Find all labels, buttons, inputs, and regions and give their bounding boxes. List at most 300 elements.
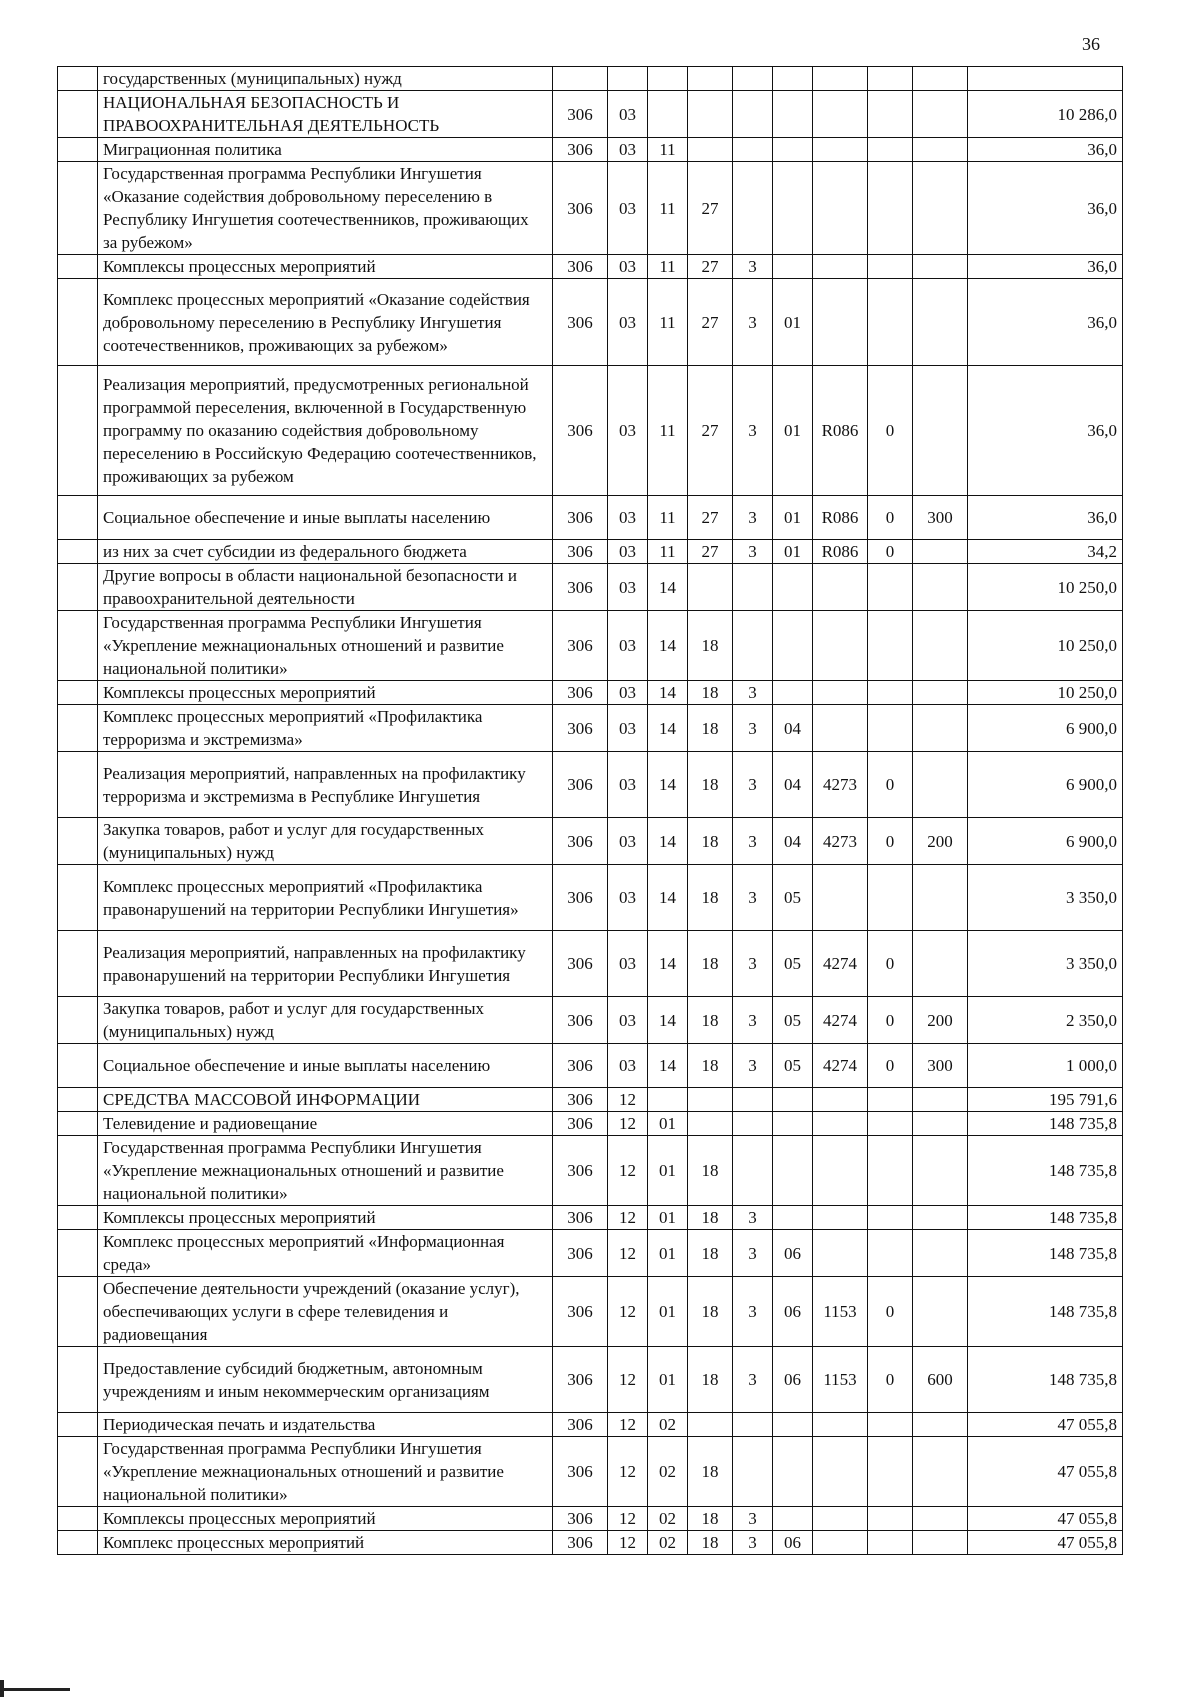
budget-table xyxy=(57,66,1123,1555)
complex-code-cell xyxy=(773,1206,813,1230)
row-name-cell: Периодическая печать и издательства xyxy=(98,1413,553,1437)
section-code-cell: 03 xyxy=(608,162,648,255)
row-index-cell xyxy=(58,496,98,540)
table-row xyxy=(58,1088,1123,1112)
subdirection-code-cell xyxy=(868,1088,913,1112)
table-row xyxy=(58,931,1123,997)
admin-code-cell: 306 xyxy=(553,162,608,255)
subdirection-code-cell: 0 xyxy=(868,540,913,564)
direction-code-cell: R086 xyxy=(813,366,868,496)
program-type-code-cell: 3 xyxy=(733,865,773,931)
admin-code-cell: 306 xyxy=(553,279,608,366)
admin-code-cell: 306 xyxy=(553,611,608,681)
direction-code-cell xyxy=(813,279,868,366)
subsection-code-cell: 11 xyxy=(648,366,688,496)
row-name-cell: государственных (муниципальных) нужд xyxy=(98,67,553,91)
table-row xyxy=(58,366,1123,496)
direction-code-cell: 4274 xyxy=(813,997,868,1044)
row-sum-cell: 36,0 xyxy=(968,496,1123,540)
row-sum-cell: 36,0 xyxy=(968,138,1123,162)
row-sum-cell: 148 735,8 xyxy=(968,1112,1123,1136)
row-index-cell xyxy=(58,366,98,496)
section-code-cell: 12 xyxy=(608,1347,648,1413)
row-name-cell: Закупка товаров, работ и услуг для государственных (муниципальных) нужд xyxy=(98,997,553,1044)
admin-code-cell: 306 xyxy=(553,1044,608,1088)
subsection-code-cell: 14 xyxy=(648,611,688,681)
expense-type-code-cell xyxy=(913,255,968,279)
subsection-code-cell: 14 xyxy=(648,931,688,997)
subdirection-code-cell xyxy=(868,1531,913,1555)
row-name-cell: Предоставление субсидий бюджетным, автономным учреждениям и иным некоммерческим организациям xyxy=(98,1347,553,1413)
expense-type-code-cell xyxy=(913,138,968,162)
program-code-cell: 27 xyxy=(688,496,733,540)
direction-code-cell: 1153 xyxy=(813,1347,868,1413)
direction-code-cell xyxy=(813,681,868,705)
subsection-code-cell: 14 xyxy=(648,997,688,1044)
expense-type-code-cell xyxy=(913,162,968,255)
section-code-cell: 12 xyxy=(608,1206,648,1230)
section-code-cell: 12 xyxy=(608,1413,648,1437)
row-sum-cell: 47 055,8 xyxy=(968,1437,1123,1507)
subsection-code-cell: 02 xyxy=(648,1531,688,1555)
expense-type-code-cell xyxy=(913,279,968,366)
program-code-cell xyxy=(688,1088,733,1112)
table-row xyxy=(58,1507,1123,1531)
row-name-cell: Комплексы процессных мероприятий xyxy=(98,1507,553,1531)
subsection-code-cell xyxy=(648,1088,688,1112)
table-row xyxy=(58,818,1123,865)
complex-code-cell: 04 xyxy=(773,818,813,865)
admin-code-cell: 306 xyxy=(553,1347,608,1413)
section-code-cell: 12 xyxy=(608,1088,648,1112)
row-name-cell: Государственная программа Республики Ингушетия «Оказание содействия добровольному переселению в Республику Ингушетия соотечественников, проживающих за рубежом» xyxy=(98,162,553,255)
complex-code-cell: 06 xyxy=(773,1277,813,1347)
row-index-cell xyxy=(58,1347,98,1413)
table-row xyxy=(58,752,1123,818)
row-name-cell: Комплексы процессных мероприятий xyxy=(98,1206,553,1230)
subsection-code-cell: 11 xyxy=(648,138,688,162)
row-name-cell: Социальное обеспечение и иные выплаты населению xyxy=(98,1044,553,1088)
program-code-cell: 18 xyxy=(688,1531,733,1555)
complex-code-cell: 01 xyxy=(773,496,813,540)
admin-code-cell: 306 xyxy=(553,1230,608,1277)
row-index-cell xyxy=(58,67,98,91)
admin-code-cell: 306 xyxy=(553,91,608,138)
row-sum-cell: 148 735,8 xyxy=(968,1136,1123,1206)
row-index-cell xyxy=(58,162,98,255)
complex-code-cell xyxy=(773,564,813,611)
direction-code-cell: R086 xyxy=(813,540,868,564)
table-row xyxy=(58,997,1123,1044)
complex-code-cell xyxy=(773,255,813,279)
subdirection-code-cell xyxy=(868,138,913,162)
section-code-cell: 03 xyxy=(608,366,648,496)
table-row xyxy=(58,1437,1123,1507)
row-index-cell xyxy=(58,1507,98,1531)
row-name-cell: Другие вопросы в области национальной безопасности и правоохранительной деятельности xyxy=(98,564,553,611)
admin-code-cell: 306 xyxy=(553,540,608,564)
direction-code-cell: 4274 xyxy=(813,1044,868,1088)
expense-type-code-cell xyxy=(913,67,968,91)
subdirection-code-cell xyxy=(868,162,913,255)
direction-code-cell: 1153 xyxy=(813,1277,868,1347)
program-code-cell: 18 xyxy=(688,1136,733,1206)
subsection-code-cell: 01 xyxy=(648,1136,688,1206)
admin-code-cell: 306 xyxy=(553,705,608,752)
row-index-cell xyxy=(58,818,98,865)
subdirection-code-cell: 0 xyxy=(868,496,913,540)
direction-code-cell xyxy=(813,1507,868,1531)
row-name-cell: Комплексы процессных мероприятий xyxy=(98,255,553,279)
row-name-cell: Государственная программа Республики Ингушетия «Укрепление межнациональных отношений и развитие национальной политики» xyxy=(98,1136,553,1206)
program-code-cell: 18 xyxy=(688,1206,733,1230)
complex-code-cell xyxy=(773,138,813,162)
admin-code-cell: 306 xyxy=(553,496,608,540)
direction-code-cell: 4273 xyxy=(813,818,868,865)
admin-code-cell: 306 xyxy=(553,681,608,705)
direction-code-cell xyxy=(813,705,868,752)
row-index-cell xyxy=(58,255,98,279)
expense-type-code-cell xyxy=(913,1112,968,1136)
program-type-code-cell xyxy=(733,1136,773,1206)
section-code-cell: 03 xyxy=(608,91,648,138)
row-index-cell xyxy=(58,279,98,366)
subsection-code-cell: 02 xyxy=(648,1413,688,1437)
expense-type-code-cell xyxy=(913,1437,968,1507)
table-row xyxy=(58,67,1123,91)
direction-code-cell: R086 xyxy=(813,496,868,540)
expense-type-code-cell: 200 xyxy=(913,997,968,1044)
row-index-cell xyxy=(58,564,98,611)
complex-code-cell: 01 xyxy=(773,366,813,496)
admin-code-cell: 306 xyxy=(553,1413,608,1437)
section-code-cell: 03 xyxy=(608,681,648,705)
subdirection-code-cell xyxy=(868,1206,913,1230)
program-type-code-cell: 3 xyxy=(733,752,773,818)
admin-code-cell: 306 xyxy=(553,255,608,279)
admin-code-cell: 306 xyxy=(553,818,608,865)
row-name-cell: Комплекс процессных мероприятий «Профилактика правонарушений на территории Республики Ингушетия» xyxy=(98,865,553,931)
admin-code-cell: 306 xyxy=(553,366,608,496)
subdirection-code-cell xyxy=(868,1136,913,1206)
row-name-cell: СРЕДСТВА МАССОВОЙ ИНФОРМАЦИИ xyxy=(98,1088,553,1112)
subsection-code-cell: 14 xyxy=(648,865,688,931)
row-sum-cell: 10 250,0 xyxy=(968,611,1123,681)
subdirection-code-cell: 0 xyxy=(868,1277,913,1347)
complex-code-cell: 06 xyxy=(773,1230,813,1277)
program-code-cell: 27 xyxy=(688,540,733,564)
expense-type-code-cell xyxy=(913,1277,968,1347)
row-sum-cell: 10 286,0 xyxy=(968,91,1123,138)
table-row xyxy=(58,1044,1123,1088)
table-row xyxy=(58,1136,1123,1206)
subsection-code-cell: 14 xyxy=(648,705,688,752)
program-code-cell: 18 xyxy=(688,1347,733,1413)
row-index-cell xyxy=(58,1230,98,1277)
table-row xyxy=(58,496,1123,540)
program-type-code-cell xyxy=(733,1437,773,1507)
row-sum-cell: 3 350,0 xyxy=(968,931,1123,997)
complex-code-cell xyxy=(773,1507,813,1531)
subdirection-code-cell: 0 xyxy=(868,931,913,997)
subsection-code-cell: 02 xyxy=(648,1437,688,1507)
row-sum-cell: 148 735,8 xyxy=(968,1277,1123,1347)
admin-code-cell: 306 xyxy=(553,931,608,997)
direction-code-cell xyxy=(813,865,868,931)
program-type-code-cell: 3 xyxy=(733,255,773,279)
section-code-cell: 03 xyxy=(608,496,648,540)
program-code-cell xyxy=(688,1112,733,1136)
scan-edge-mark xyxy=(0,1688,70,1691)
row-name-cell: Реализация мероприятий, направленных на профилактику правонарушений на территории Республики Ингушетия xyxy=(98,931,553,997)
program-code-cell: 27 xyxy=(688,366,733,496)
section-code-cell: 03 xyxy=(608,705,648,752)
subdirection-code-cell: 0 xyxy=(868,366,913,496)
section-code-cell: 03 xyxy=(608,752,648,818)
admin-code-cell: 306 xyxy=(553,1437,608,1507)
program-type-code-cell: 3 xyxy=(733,1230,773,1277)
direction-code-cell: 4273 xyxy=(813,752,868,818)
complex-code-cell xyxy=(773,91,813,138)
direction-code-cell: 4274 xyxy=(813,931,868,997)
subsection-code-cell xyxy=(648,91,688,138)
section-code-cell: 03 xyxy=(608,931,648,997)
subdirection-code-cell: 0 xyxy=(868,752,913,818)
direction-code-cell xyxy=(813,1112,868,1136)
row-name-cell: Комплекс процессных мероприятий «Оказание содействия добровольному переселению в Республику Ингушетия соотечественников, проживающих за рубежом» xyxy=(98,279,553,366)
row-index-cell xyxy=(58,1531,98,1555)
subdirection-code-cell: 0 xyxy=(868,997,913,1044)
program-code-cell: 18 xyxy=(688,865,733,931)
complex-code-cell xyxy=(773,681,813,705)
row-index-cell xyxy=(58,1277,98,1347)
program-code-cell: 18 xyxy=(688,1507,733,1531)
table-row xyxy=(58,705,1123,752)
program-code-cell: 18 xyxy=(688,611,733,681)
direction-code-cell xyxy=(813,162,868,255)
row-sum-cell: 6 900,0 xyxy=(968,818,1123,865)
row-sum-cell: 148 735,8 xyxy=(968,1230,1123,1277)
subsection-code-cell: 14 xyxy=(648,564,688,611)
subdirection-code-cell xyxy=(868,1507,913,1531)
direction-code-cell xyxy=(813,138,868,162)
section-code-cell: 03 xyxy=(608,818,648,865)
row-sum-cell xyxy=(968,67,1123,91)
program-type-code-cell xyxy=(733,138,773,162)
complex-code-cell xyxy=(773,1112,813,1136)
table-row xyxy=(58,1230,1123,1277)
expense-type-code-cell: 200 xyxy=(913,818,968,865)
row-name-cell: Комплекс процессных мероприятий «Профилактика терроризма и экстремизма» xyxy=(98,705,553,752)
complex-code-cell: 05 xyxy=(773,931,813,997)
program-type-code-cell: 3 xyxy=(733,705,773,752)
row-sum-cell: 148 735,8 xyxy=(968,1347,1123,1413)
subdirection-code-cell xyxy=(868,91,913,138)
table-row xyxy=(58,1531,1123,1555)
section-code-cell: 12 xyxy=(608,1531,648,1555)
program-code-cell: 18 xyxy=(688,705,733,752)
expense-type-code-cell xyxy=(913,1230,968,1277)
row-index-cell xyxy=(58,1413,98,1437)
expense-type-code-cell xyxy=(913,611,968,681)
row-index-cell xyxy=(58,1206,98,1230)
subdirection-code-cell xyxy=(868,681,913,705)
row-sum-cell: 47 055,8 xyxy=(968,1531,1123,1555)
direction-code-cell xyxy=(813,1088,868,1112)
expense-type-code-cell xyxy=(913,681,968,705)
complex-code-cell: 01 xyxy=(773,540,813,564)
expense-type-code-cell xyxy=(913,1136,968,1206)
subdirection-code-cell xyxy=(868,279,913,366)
row-name-cell: из них за счет субсидии из федерального бюджета xyxy=(98,540,553,564)
program-type-code-cell: 3 xyxy=(733,931,773,997)
expense-type-code-cell xyxy=(913,1206,968,1230)
subsection-code-cell: 11 xyxy=(648,255,688,279)
expense-type-code-cell xyxy=(913,540,968,564)
expense-type-code-cell xyxy=(913,1413,968,1437)
row-index-cell xyxy=(58,1044,98,1088)
program-code-cell xyxy=(688,564,733,611)
complex-code-cell: 01 xyxy=(773,279,813,366)
subdirection-code-cell xyxy=(868,1413,913,1437)
complex-code-cell: 04 xyxy=(773,705,813,752)
admin-code-cell: 306 xyxy=(553,1277,608,1347)
expense-type-code-cell: 600 xyxy=(913,1347,968,1413)
program-type-code-cell xyxy=(733,611,773,681)
row-sum-cell: 36,0 xyxy=(968,366,1123,496)
table-row xyxy=(58,681,1123,705)
row-sum-cell: 2 350,0 xyxy=(968,997,1123,1044)
direction-code-cell xyxy=(813,1230,868,1277)
complex-code-cell xyxy=(773,162,813,255)
program-code-cell: 18 xyxy=(688,1277,733,1347)
program-type-code-cell xyxy=(733,91,773,138)
program-type-code-cell: 3 xyxy=(733,1277,773,1347)
program-type-code-cell: 3 xyxy=(733,818,773,865)
direction-code-cell xyxy=(813,1413,868,1437)
table-row xyxy=(58,865,1123,931)
program-type-code-cell xyxy=(733,564,773,611)
admin-code-cell: 306 xyxy=(553,1507,608,1531)
row-sum-cell: 36,0 xyxy=(968,255,1123,279)
row-index-cell xyxy=(58,997,98,1044)
row-index-cell xyxy=(58,931,98,997)
direction-code-cell xyxy=(813,1437,868,1507)
admin-code-cell: 306 xyxy=(553,1112,608,1136)
section-code-cell: 03 xyxy=(608,865,648,931)
complex-code-cell: 05 xyxy=(773,997,813,1044)
row-index-cell xyxy=(58,1437,98,1507)
row-index-cell xyxy=(58,1136,98,1206)
direction-code-cell xyxy=(813,564,868,611)
table-row xyxy=(58,1112,1123,1136)
expense-type-code-cell xyxy=(913,564,968,611)
subsection-code-cell xyxy=(648,67,688,91)
section-code-cell: 03 xyxy=(608,564,648,611)
subsection-code-cell: 01 xyxy=(648,1277,688,1347)
expense-type-code-cell xyxy=(913,705,968,752)
admin-code-cell: 306 xyxy=(553,997,608,1044)
row-name-cell: Комплекс процессных мероприятий «Информационная среда» xyxy=(98,1230,553,1277)
row-name-cell: Комплекс процессных мероприятий xyxy=(98,1531,553,1555)
section-code-cell: 03 xyxy=(608,611,648,681)
program-code-cell: 18 xyxy=(688,818,733,865)
expense-type-code-cell xyxy=(913,1088,968,1112)
row-sum-cell: 10 250,0 xyxy=(968,564,1123,611)
subsection-code-cell: 14 xyxy=(648,681,688,705)
admin-code-cell: 306 xyxy=(553,1136,608,1206)
complex-code-cell: 06 xyxy=(773,1531,813,1555)
row-index-cell xyxy=(58,611,98,681)
expense-type-code-cell xyxy=(913,752,968,818)
program-type-code-cell: 3 xyxy=(733,1347,773,1413)
complex-code-cell: 05 xyxy=(773,1044,813,1088)
row-sum-cell: 47 055,8 xyxy=(968,1507,1123,1531)
subsection-code-cell: 01 xyxy=(648,1112,688,1136)
row-name-cell: Государственная программа Республики Ингушетия «Укрепление межнациональных отношений и развитие национальной политики» xyxy=(98,611,553,681)
expense-type-code-cell xyxy=(913,1531,968,1555)
row-index-cell xyxy=(58,705,98,752)
section-code-cell: 03 xyxy=(608,1044,648,1088)
row-name-cell: НАЦИОНАЛЬНАЯ БЕЗОПАСНОСТЬ И ПРАВООХРАНИТЕЛЬНАЯ ДЕЯТЕЛЬНОСТЬ xyxy=(98,91,553,138)
subsection-code-cell: 02 xyxy=(648,1507,688,1531)
program-code-cell: 18 xyxy=(688,1044,733,1088)
program-type-code-cell xyxy=(733,1112,773,1136)
row-name-cell: Обеспечение деятельности учреждений (оказание услуг), обеспечивающих услуги в сфере телевидения и радиовещания xyxy=(98,1277,553,1347)
complex-code-cell xyxy=(773,1437,813,1507)
table-row xyxy=(58,1206,1123,1230)
admin-code-cell: 306 xyxy=(553,138,608,162)
complex-code-cell: 06 xyxy=(773,1347,813,1413)
section-code-cell: 12 xyxy=(608,1136,648,1206)
section-code-cell: 12 xyxy=(608,1437,648,1507)
expense-type-code-cell: 300 xyxy=(913,496,968,540)
program-type-code-cell: 3 xyxy=(733,540,773,564)
subsection-code-cell: 01 xyxy=(648,1230,688,1277)
subsection-code-cell: 14 xyxy=(648,752,688,818)
row-sum-cell: 47 055,8 xyxy=(968,1413,1123,1437)
subsection-code-cell: 01 xyxy=(648,1206,688,1230)
row-name-cell: Закупка товаров, работ и услуг для государственных (муниципальных) нужд xyxy=(98,818,553,865)
admin-code-cell: 306 xyxy=(553,1206,608,1230)
subsection-code-cell: 14 xyxy=(648,1044,688,1088)
direction-code-cell xyxy=(813,1136,868,1206)
row-name-cell: Комплексы процессных мероприятий xyxy=(98,681,553,705)
subdirection-code-cell xyxy=(868,67,913,91)
subdirection-code-cell xyxy=(868,705,913,752)
program-code-cell: 18 xyxy=(688,931,733,997)
row-sum-cell: 6 900,0 xyxy=(968,752,1123,818)
row-index-cell xyxy=(58,91,98,138)
complex-code-cell: 04 xyxy=(773,752,813,818)
complex-code-cell xyxy=(773,1088,813,1112)
row-index-cell xyxy=(58,752,98,818)
program-code-cell: 27 xyxy=(688,255,733,279)
row-index-cell xyxy=(58,540,98,564)
direction-code-cell xyxy=(813,67,868,91)
admin-code-cell: 306 xyxy=(553,564,608,611)
direction-code-cell xyxy=(813,611,868,681)
subdirection-code-cell xyxy=(868,255,913,279)
program-code-cell: 18 xyxy=(688,997,733,1044)
subsection-code-cell: 11 xyxy=(648,540,688,564)
row-name-cell: Телевидение и радиовещание xyxy=(98,1112,553,1136)
admin-code-cell: 306 xyxy=(553,1531,608,1555)
program-type-code-cell: 3 xyxy=(733,1044,773,1088)
admin-code-cell: 306 xyxy=(553,1088,608,1112)
table-row xyxy=(58,611,1123,681)
row-name-cell: Государственная программа Республики Ингушетия «Укрепление межнациональных отношений и развитие национальной политики» xyxy=(98,1437,553,1507)
